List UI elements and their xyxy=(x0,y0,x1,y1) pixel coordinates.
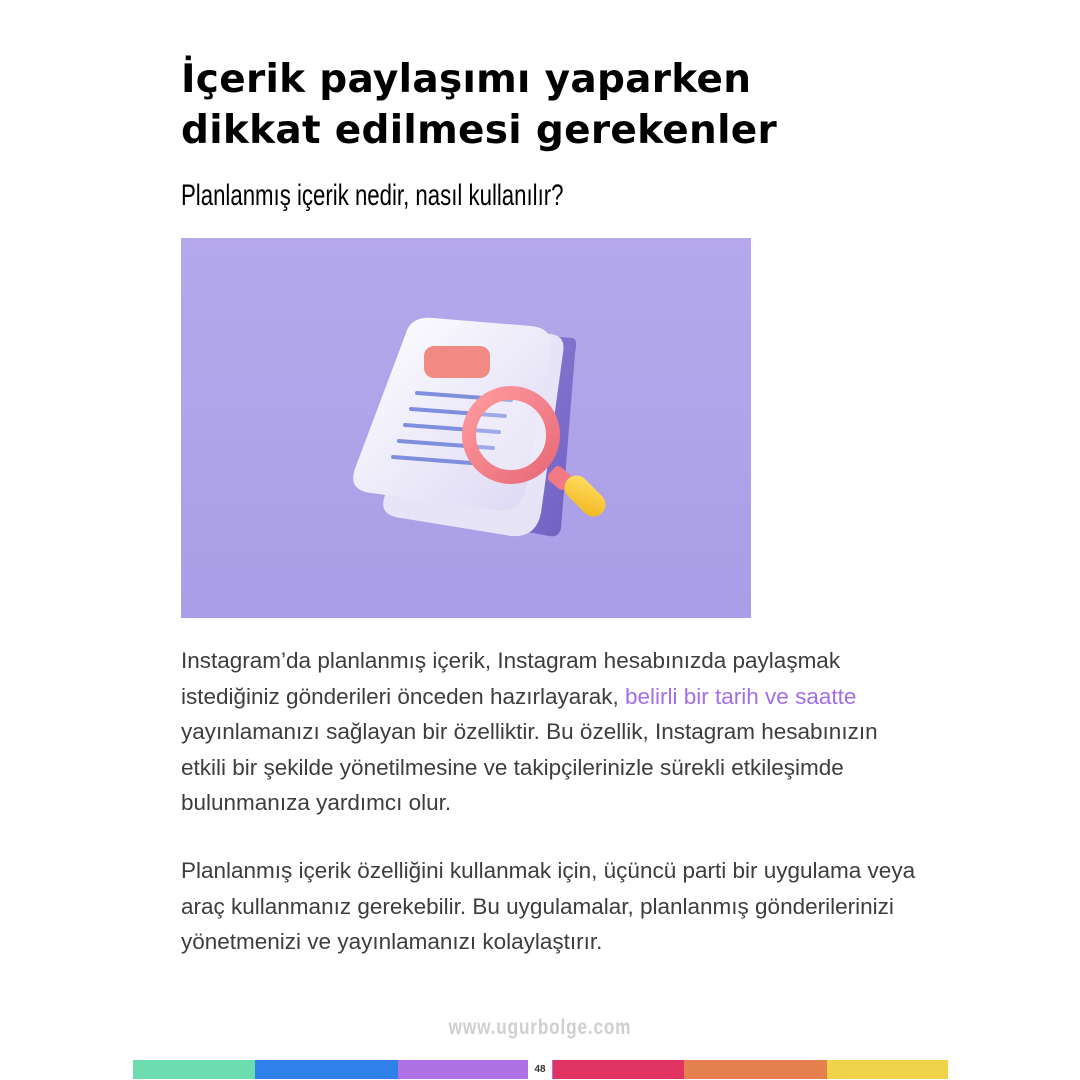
footer-stripe-red xyxy=(553,1060,684,1079)
footer-stripe-blue xyxy=(255,1060,398,1079)
page-number: 48 xyxy=(528,1060,552,1079)
page-title xyxy=(181,54,777,156)
paragraph-2: Planlanmış içerik özelliğini kullanmak için, üçüncü parti bir uygulama veya araç kullanmanız gerekebilir. Bu uygulamalar, planlanmış gönderilerinizi yönetmenizi ve yayınlamanızı kolaylaştırır. xyxy=(181,858,916,954)
document-tag xyxy=(424,346,490,378)
section-subtitle: Planlanmış içerik nedir, nasıl kullanılır? xyxy=(181,179,564,212)
paragraph-1-highlight: belirli bir tarih ve saatte xyxy=(625,683,857,709)
paragraph-1-text-b: yayınlamanızı sağlayan bir özelliktir. Bu özellik, Instagram hesabınızın etkili bir şekilde yönetilmesine ve takipçilerinizle sürekli etkileşimde bulunmanıza yardımcı olur. xyxy=(181,719,878,815)
paragraph-1-text-a: Instagram’da planlanmış içerik, Instagram hesabınızda paylaşmak istediğiniz gönderileri önceden hazırlayarak, xyxy=(181,648,841,709)
page-title-line-1: İçerik paylaşımı yaparken xyxy=(181,57,752,102)
footer-stripe-yellow xyxy=(827,1060,948,1079)
footer-stripe-orange xyxy=(684,1060,827,1079)
paragraph-1 xyxy=(181,643,921,821)
hero-illustration xyxy=(181,238,751,618)
website-url: www.ugurbolge.com xyxy=(448,1016,632,1039)
document-magnifier-icon xyxy=(181,238,751,618)
footer-stripe-green xyxy=(133,1060,255,1079)
page-title-line-2: dikkat edilmesi gerekenler xyxy=(181,108,778,153)
